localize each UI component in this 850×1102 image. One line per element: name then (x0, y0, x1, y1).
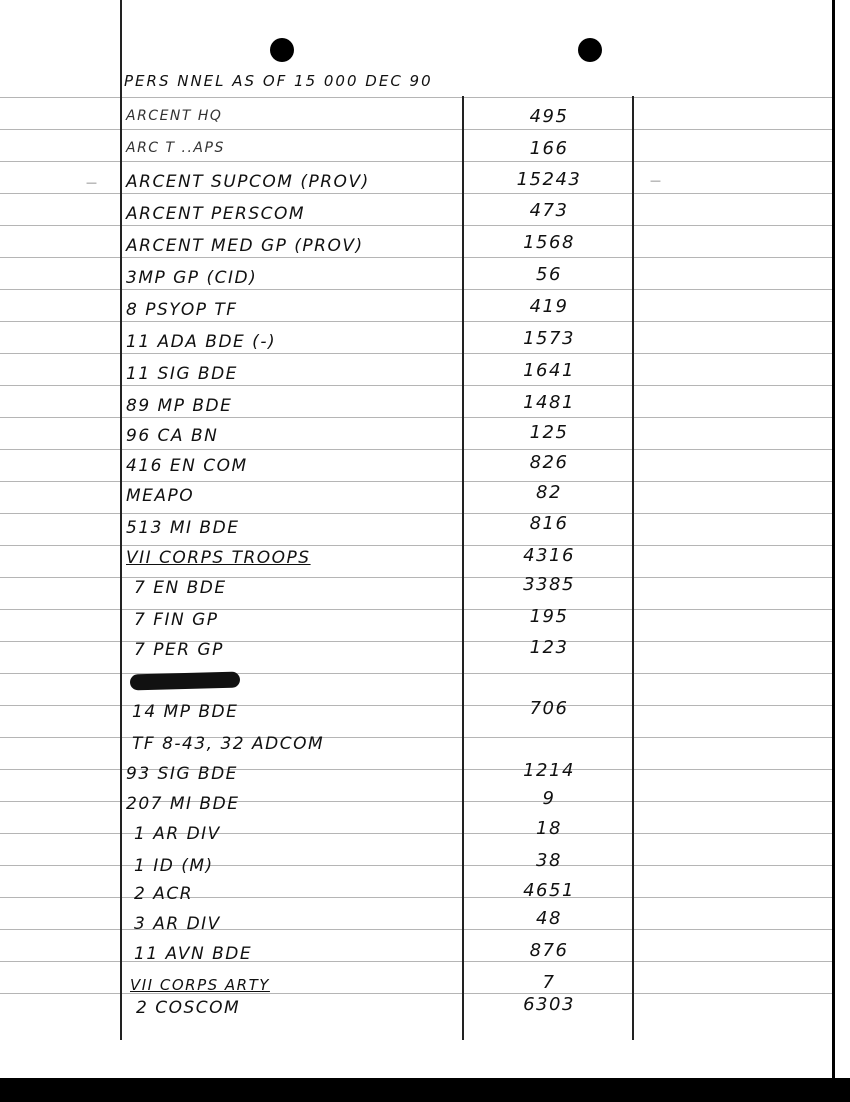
unit-count: 9 (542, 788, 556, 809)
unit-label: 513 MI BDE (126, 518, 240, 538)
unit-label: 11 AVN BDE (134, 944, 253, 964)
unit-count: 6303 (523, 994, 575, 1015)
unit-count: 125 (529, 422, 569, 443)
unit-label: 2 ACR (134, 884, 194, 904)
unit-count: 1568 (523, 232, 575, 253)
unit-label: 11 SIG BDE (126, 364, 238, 384)
unit-count: 166 (529, 138, 569, 159)
unit-label: 96 CA BN (126, 426, 219, 446)
unit-label: 89 MP BDE (126, 396, 233, 416)
margin-mark: — (650, 174, 661, 187)
unit-label: VII CORPS TROOPS (126, 548, 311, 568)
unit-label: 416 EN COM (126, 456, 248, 476)
unit-count: 38 (536, 850, 562, 871)
unit-count: 876 (529, 940, 569, 961)
unit-label: 2 COSCOM (136, 998, 241, 1018)
page-edge (832, 0, 850, 1102)
unit-label: TF 8-43, 32 ADCOM (132, 734, 325, 754)
page-title: PERS NNEL AS OF 15 000 DEC 90 (124, 72, 433, 90)
punch-hole-left (270, 38, 294, 62)
unit-count: 1481 (523, 392, 575, 413)
unit-label: 7 FIN GP (134, 610, 219, 630)
unit-count: 15243 (516, 169, 582, 190)
unit-label: ARCENT HQ (126, 108, 223, 124)
left-margin-line (120, 0, 122, 1040)
unit-label: ARCENT MED GP (PROV) (126, 236, 364, 256)
unit-label: 3MP GP (CID) (126, 268, 258, 288)
unit-count: 4316 (523, 545, 575, 566)
unit-count: 419 (529, 296, 569, 317)
unit-label: 7 EN BDE (134, 578, 227, 598)
count-column-right-line (632, 96, 634, 1040)
unit-count: 3385 (523, 574, 575, 595)
unit-count: 56 (536, 264, 562, 285)
unit-count: 18 (536, 818, 562, 839)
unit-count: 1573 (523, 328, 575, 349)
unit-label: 8 PSYOP TF (126, 300, 238, 320)
unit-label: 1 ID (M) (134, 856, 214, 876)
unit-label: 7 PER GP (134, 640, 224, 660)
unit-count: 123 (529, 637, 569, 658)
punch-hole-right (578, 38, 602, 62)
scan-border (0, 1078, 850, 1102)
unit-count: 706 (529, 698, 569, 719)
unit-count: 7 (542, 972, 556, 993)
unit-count: 1214 (523, 760, 575, 781)
unit-label: 207 MI BDE (126, 794, 240, 814)
unit-label: 11 ADA BDE (-) (126, 332, 277, 352)
unit-count: 473 (529, 200, 569, 221)
unit-label: 14 MP BDE (132, 702, 239, 722)
unit-label: ARCENT PERSCOM (126, 204, 306, 224)
unit-label: ARCENT SUPCOM (PROV) (126, 172, 370, 192)
margin-mark: — (86, 176, 97, 189)
unit-label: VII CORPS ARTY (130, 976, 270, 994)
unit-count: 48 (536, 908, 562, 929)
unit-count: 1641 (523, 360, 575, 381)
redaction-scribble (130, 672, 240, 691)
count-column-left-line (462, 96, 464, 1040)
unit-label: ARC T ..APS (126, 140, 225, 156)
unit-label: 93 SIG BDE (126, 764, 238, 784)
unit-label: 1 AR DIV (134, 824, 221, 844)
unit-count: 816 (529, 513, 569, 534)
unit-count: 82 (536, 482, 562, 503)
unit-label: 3 AR DIV (134, 914, 221, 934)
unit-label: MEAPO (126, 486, 195, 506)
unit-count: 495 (529, 106, 569, 127)
unit-count: 195 (529, 606, 569, 627)
unit-count: 826 (529, 452, 569, 473)
unit-count: 4651 (523, 880, 575, 901)
